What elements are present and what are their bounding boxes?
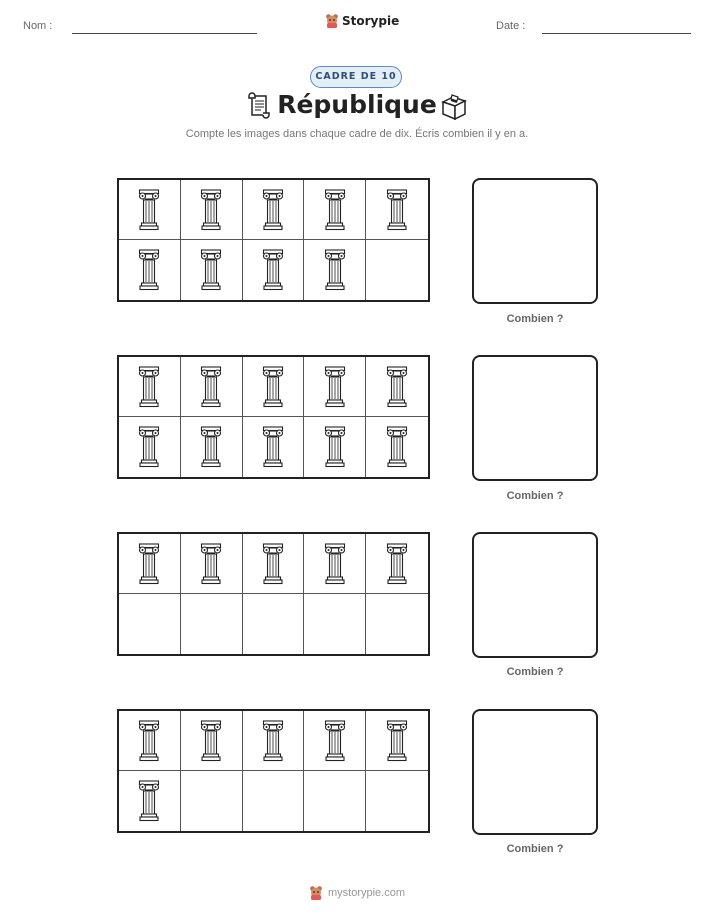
ionic-column-icon (138, 189, 160, 231)
ionic-column-icon (262, 720, 284, 762)
ionic-column-icon (200, 426, 222, 468)
frame-cell (304, 594, 366, 654)
ionic-column-icon (200, 189, 222, 231)
answer-label: Combien ? (506, 666, 564, 678)
ionic-column-icon (262, 249, 284, 291)
frame-cell (304, 180, 366, 240)
ionic-column-icon (386, 366, 408, 408)
ionic-column-icon (262, 426, 284, 468)
frame-cell (366, 594, 428, 654)
frame-cell (304, 534, 366, 594)
frame-cell (119, 534, 181, 594)
answer-label: Combien ? (506, 843, 564, 855)
ionic-column-icon (324, 189, 346, 231)
footer (0, 885, 714, 901)
frame-cell (119, 711, 181, 771)
ionic-column-icon (138, 720, 160, 762)
ionic-column-icon (138, 249, 160, 291)
frame-cell (366, 534, 428, 594)
frame-cell (304, 240, 366, 300)
frame-cell (366, 417, 428, 477)
frame-cell (366, 180, 428, 240)
frame-cell (304, 771, 366, 831)
frame-cell (304, 357, 366, 417)
ionic-column-icon (324, 543, 346, 585)
ionic-column-icon (386, 720, 408, 762)
answer-box[interactable] (472, 709, 598, 835)
ionic-column-icon (324, 366, 346, 408)
brand-name: Storypie (342, 14, 400, 28)
ionic-column-icon (200, 366, 222, 408)
brand-logo (325, 13, 399, 29)
frame-cell (243, 357, 305, 417)
ionic-column-icon (200, 543, 222, 585)
frame-cell (366, 240, 428, 300)
ionic-column-icon (324, 426, 346, 468)
frame-cell (181, 180, 243, 240)
frame-cell (181, 240, 243, 300)
frame-cell (243, 180, 305, 240)
frame-cell (119, 180, 181, 240)
category-badge: CADRE DE 10 (310, 66, 402, 88)
ionic-column-icon (138, 543, 160, 585)
frame-cell (119, 417, 181, 477)
frame-cell (243, 594, 305, 654)
ionic-column-icon (138, 366, 160, 408)
frame-cell (181, 357, 243, 417)
storypie-mascot-icon (325, 13, 339, 29)
answer-label: Combien ? (506, 313, 564, 325)
frame-cell (243, 711, 305, 771)
storypie-mascot-icon (309, 885, 323, 901)
ionic-column-icon (138, 780, 160, 822)
ionic-column-icon (386, 543, 408, 585)
frame-cell (304, 417, 366, 477)
frame-cell (243, 240, 305, 300)
ballot-box-icon (439, 92, 469, 120)
name-field[interactable] (72, 33, 257, 34)
frame-cell (181, 534, 243, 594)
frame-cell (366, 771, 428, 831)
date-field[interactable] (542, 33, 691, 34)
frame-cell (366, 711, 428, 771)
page-title: République (277, 90, 437, 119)
frame-cell (243, 417, 305, 477)
ionic-column-icon (324, 249, 346, 291)
frame-cell (181, 417, 243, 477)
ten-frame (117, 355, 430, 479)
ionic-column-icon (262, 366, 284, 408)
footer-url: mystorypie.com (327, 887, 406, 899)
instructions: Compte les images dans chaque cadre de dix. Écris combien il y en a. (185, 128, 529, 140)
ionic-column-icon (200, 249, 222, 291)
ten-frame (117, 532, 430, 656)
ten-frame (117, 178, 430, 302)
ionic-column-icon (324, 720, 346, 762)
frame-cell (181, 711, 243, 771)
name-label: Nom : (23, 20, 53, 32)
frame-cell (181, 594, 243, 654)
ionic-column-icon (262, 543, 284, 585)
ten-frame (117, 709, 430, 833)
frame-cell (304, 711, 366, 771)
frame-cell (366, 357, 428, 417)
frame-cell (119, 594, 181, 654)
ionic-column-icon (200, 720, 222, 762)
frame-cell (181, 771, 243, 831)
answer-box[interactable] (472, 355, 598, 481)
ionic-column-icon (386, 426, 408, 468)
frame-cell (119, 357, 181, 417)
answer-box[interactable] (472, 532, 598, 658)
frame-cell (119, 771, 181, 831)
date-label: Date : (496, 20, 526, 32)
frame-cell (243, 771, 305, 831)
frame-cell (119, 240, 181, 300)
frame-cell (243, 534, 305, 594)
ionic-column-icon (138, 426, 160, 468)
ionic-column-icon (386, 189, 408, 231)
answer-box[interactable] (472, 178, 598, 304)
answer-label: Combien ? (506, 490, 564, 502)
ionic-column-icon (262, 189, 284, 231)
